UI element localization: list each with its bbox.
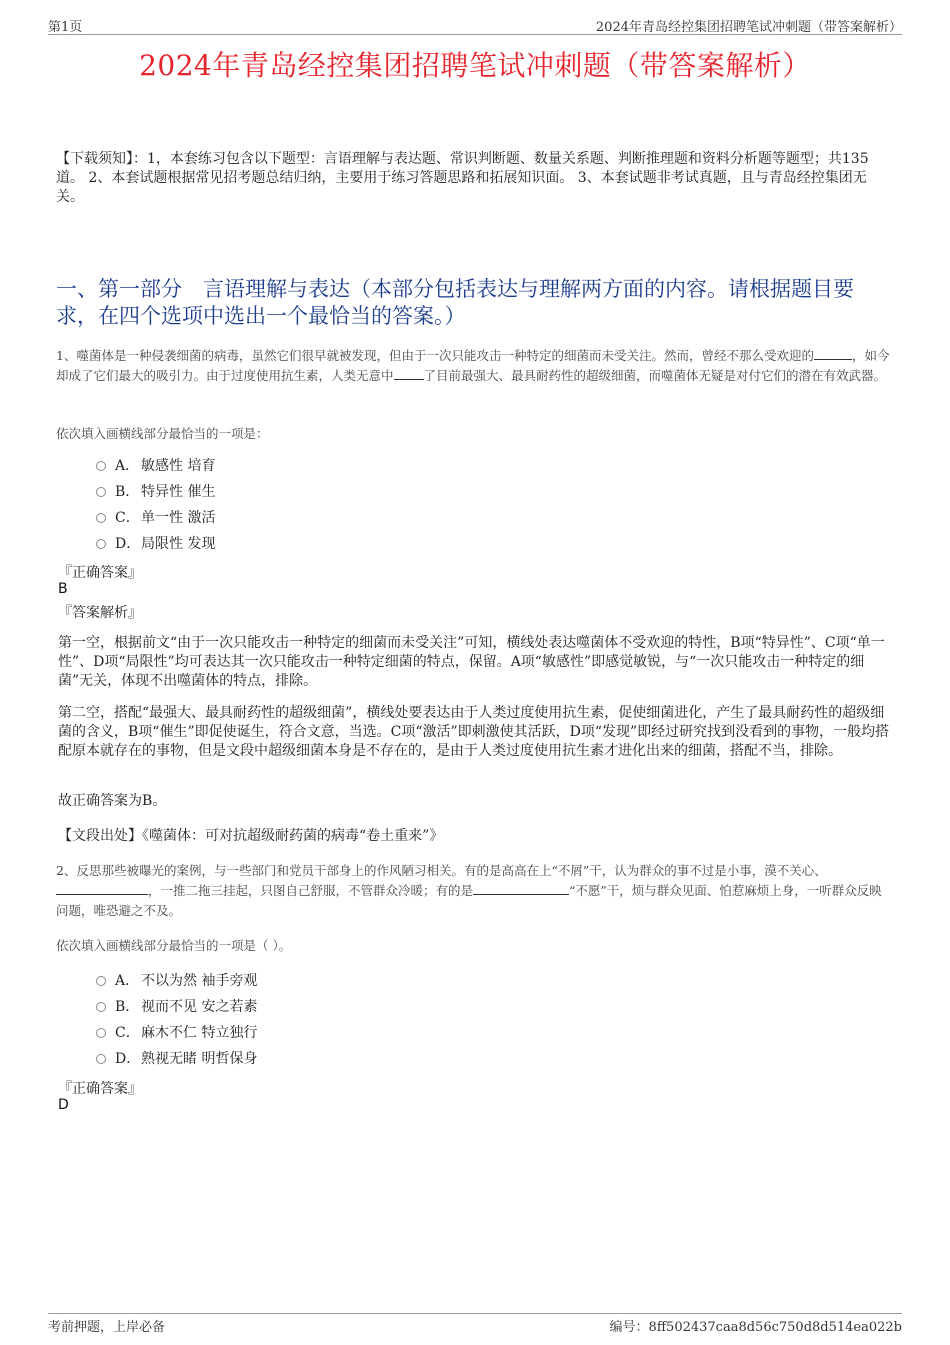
q1-answer-label: 『正确答案』 <box>58 565 142 581</box>
page-header <box>48 16 902 35</box>
radio-icon[interactable] <box>96 1028 106 1038</box>
q1-blank-1 <box>814 347 852 360</box>
q2-prompt: 依次填入画横线部分最恰当的一项是（ ）。 <box>56 938 292 953</box>
q2-blank-1 <box>56 882 148 895</box>
page-footer <box>48 1313 902 1334</box>
q1-text-part-a: 1、噬菌体是一种侵袭细菌的病毒，虽然它们很早就被发现，但由于一次只能攻击一种特定的细菌而未受关注。然而，曾经不那么受欢迎的 <box>56 348 814 363</box>
footer-slogan: 考前押题，上岸必备 <box>48 1320 166 1335</box>
radio-icon[interactable] <box>96 487 106 497</box>
page-number: 第1页 <box>48 20 83 35</box>
document-title: 2024年青岛经控集团招聘笔试冲刺题（带答案解析） <box>139 49 811 82</box>
q2-text-part-c: “不愿”干，烦与群众见面、怕惹麻烦上身，一听群众反映问题，唯恐避之不及。 <box>56 883 882 918</box>
footer-doc-id: 编号：8ff502437caa8d56c750d8d514ea022b <box>609 1320 902 1335</box>
q2-option-c[interactable]: C． 麻木不仁 特立独行 <box>96 1020 257 1046</box>
q1-analysis-2: 第二空，搭配“最强大、最具耐药性的超级细菌”，横线处要表达由于人类过度使用抗生素，促使细菌进化，产生了最具耐药性的超级细菌的含义，B项“催生”即促使诞生，符合文意，当选。C项“激活”即刺激使其活跃，D项“发现”即经过研究找到没看到的事物，一般均搭配原本就存在的事物，但是文段中超级细菌本身是不存在的，是由于人类过度使用抗生素才进化出来的细菌，搭配不当，排除。 <box>58 705 890 759</box>
q2-options <box>96 968 257 1072</box>
q1-blank-2 <box>394 367 424 380</box>
q1-source: 【文段出处】《噬菌体：可对抗超级耐药菌的病毒“卷土重来”》 <box>58 828 444 844</box>
section-heading: 一、第一部分 言语理解与表达（本部分包括表达与理解两方面的内容。请根据题目要求，在四个选项中选出一个最恰当的答案。） <box>56 277 854 328</box>
q1-prompt: 依次填入画横线部分最恰当的一项是： <box>56 426 269 441</box>
header-doc-title: 2024年青岛经控集团招聘笔试冲刺题（带答案解析） <box>595 20 902 35</box>
q1-text-part-b: ，如今却成了它们最大的吸引力。由于过度使用抗生素，人类无意中 <box>56 348 890 383</box>
q1-analysis-label: 『答案解析』 <box>58 605 142 621</box>
q1-option-b[interactable]: B． 特异性 催生 <box>96 479 215 505</box>
download-notice: 【下载须知】：1，本套练习包含以下题型：言语理解与表达题、常识判断题、数量关系题、判断推理题和资料分析题等题型；共135道。 2、本套试题根据常见招考题总结归纳，主要用于练习答题思路和拓展知识面。 3、本套试题非考试真题，且与青岛经控集团无关。 <box>56 151 869 205</box>
q2-answer: D <box>58 1097 69 1113</box>
radio-icon[interactable] <box>96 1054 106 1064</box>
q1-option-c[interactable]: C． 单一性 激活 <box>96 505 215 531</box>
question-2-text <box>56 861 894 921</box>
q2-answer-label: 『正确答案』 <box>58 1081 142 1097</box>
q2-option-a[interactable]: A． 不以为然 袖手旁观 <box>96 968 257 994</box>
radio-icon[interactable] <box>96 1002 106 1012</box>
q2-text-part-a: 2、反思那些被曝光的案例，与一些部门和党员干部身上的作风陋习相关。有的是高高在上“不屑”干，认为群众的事不过是小事，漠不关心、 <box>56 863 827 878</box>
q1-text-part-c: 了目前最强大、最具耐药性的超级细菌，而噬菌体无疑是对付它们的潜在有效武器。 <box>423 368 887 383</box>
radio-icon[interactable] <box>96 513 106 523</box>
radio-icon[interactable] <box>96 976 106 986</box>
q1-option-d[interactable]: D． 局限性 发现 <box>96 531 215 557</box>
q1-option-a[interactable]: A． 敏感性 培育 <box>96 453 215 479</box>
q1-answer: B <box>58 581 68 597</box>
q2-text-part-b: ，一推二拖三挂起，只图自己舒服，不管群众冷暖；有的是 <box>148 883 474 898</box>
q1-analysis-1: 第一空，根据前文“由于一次只能攻击一种特定的细菌而未受关注”可知，横线处表达噬菌体不受欢迎的特性，B项“特异性”、C项“单一性”、D项“局限性”均可表达其一次只能攻击一种特定细菌的特点，保留。A项“敏感性”即感觉敏锐，与“一次只能攻击一种特定的细菌”无关，体现不出噬菌体的特点，排除。 <box>58 635 885 689</box>
question-1-text <box>56 346 894 386</box>
radio-icon[interactable] <box>96 539 106 549</box>
q2-option-b[interactable]: B． 视而不见 安之若素 <box>96 994 257 1020</box>
q2-option-d[interactable]: D． 熟视无睹 明哲保身 <box>96 1046 257 1072</box>
q2-blank-2 <box>473 882 569 895</box>
q1-conclusion: 故正确答案为B。 <box>58 793 167 809</box>
radio-icon[interactable] <box>96 461 106 471</box>
q1-options <box>96 453 215 557</box>
